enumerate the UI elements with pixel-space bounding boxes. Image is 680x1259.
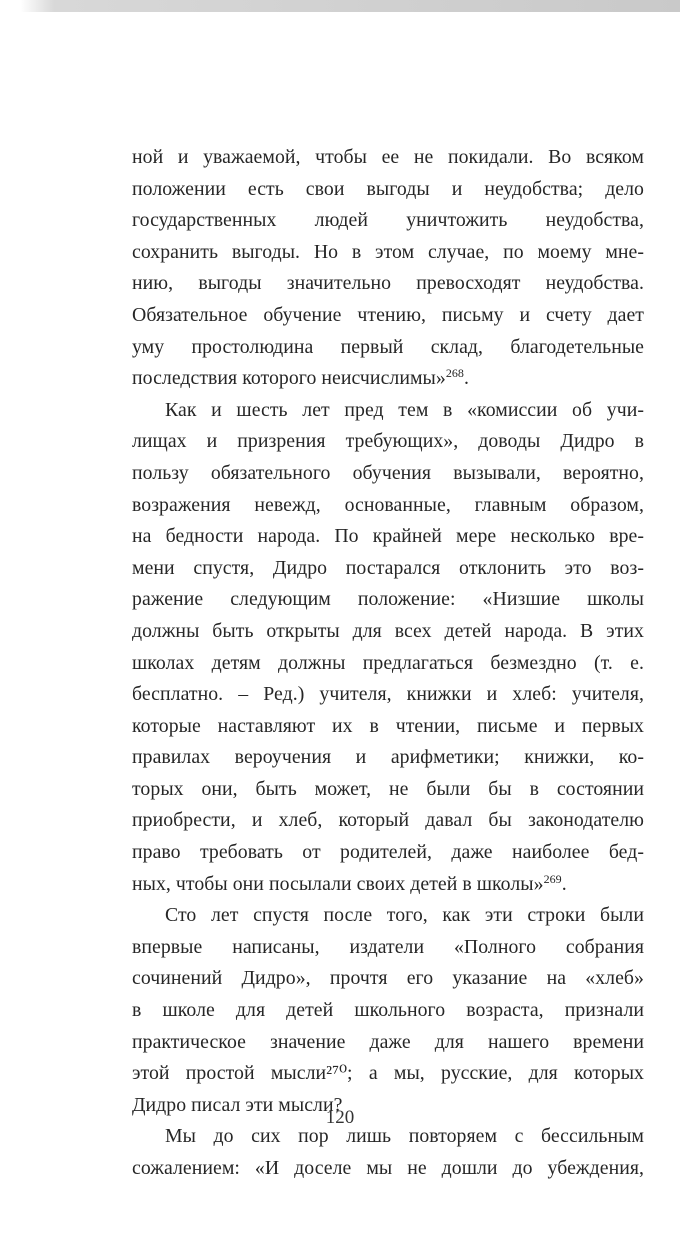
text-line: государственных людей уничтожить неудобства, [132, 209, 644, 232]
text-line: которые наставляют их в чтении, письме и первых [132, 714, 644, 737]
paragraph-1 [132, 142, 644, 395]
text-line: мени спустя, Дидро постарался отклонить это воз- [132, 556, 644, 579]
text-line: правилах вероучения и арифметики; книжки, ко- [132, 746, 644, 769]
text-line: торых они, быть может, не были бы в состоянии [132, 777, 644, 800]
text-line: Дидро писал эти мысли? [132, 1093, 343, 1116]
text-line: сожалением: «И доселе мы не дошли до убеждения, [132, 1157, 644, 1179]
text-line: впервые написаны, издатели «Полного собрания [132, 935, 644, 958]
text-line: Сто лет спустя после того, как эти строки были [165, 904, 644, 927]
text-line: должны быть открыты для всех детей народа. В этих [132, 619, 644, 642]
text-line: пользу обязательного обучения вызывали, вероятно, [132, 461, 644, 484]
text-line: право требовать от родителей, даже наиболее бед- [132, 841, 644, 864]
book-page-text [132, 142, 644, 1185]
footnote-reference: 268 [445, 366, 464, 381]
paragraph-3 [132, 900, 644, 1121]
text-line: сочинений Дидро», прочтя его указание на «хлеб» [132, 967, 644, 990]
text-line: возражения невежд, основанные, главным образом, [132, 493, 644, 516]
text-line: этой простой мысли²⁷⁰; а мы, русские, для которых [132, 1062, 644, 1085]
text-line: Как и шесть лет пред тем в «комиссии об учи- [165, 398, 644, 421]
text-line [132, 869, 644, 901]
text-line: уму простолюдина первый склад, благодетельные [132, 335, 644, 358]
text-line: в школе для детей школьного возраста, признали [132, 999, 644, 1022]
paragraph-4 [132, 1121, 644, 1184]
text-line-tail: . [561, 872, 567, 895]
text-line: нию, выгоды значительно превосходят неудобства. [132, 272, 644, 295]
footnote-reference: 269 [543, 871, 562, 886]
text-line: на бедности народа. По крайней мере несколько вре- [132, 525, 644, 548]
page-number: 120 [325, 1107, 355, 1128]
text-line: Мы до сих пор лишь повторяем с бессильным [165, 1125, 644, 1148]
text-line: Обязательное обучение чтению, письму и счету дает [132, 303, 644, 326]
paragraph-2 [132, 395, 644, 901]
text-line-content: последствия которого неисчислимы» [132, 367, 446, 390]
text-line: приобрести, и хлеб, который давал бы законодателю [132, 809, 644, 832]
text-line: сохранить выгоды. Но в этом случае, по моему мне- [132, 240, 644, 263]
text-line: школах детям должны предлагаться безмездно (т. е. [132, 651, 644, 674]
text-line [132, 363, 644, 395]
text-line: ражение следующим положение: «Низшие школы [132, 588, 644, 611]
text-line: положении есть свои выгоды и неудобства; дело [132, 177, 644, 200]
text-line-tail: . [463, 367, 469, 390]
text-line: бесплатно. – Ред.) учителя, книжки и хлеб: учителя, [132, 683, 644, 706]
text-line-content: ных, чтобы они посылали своих детей в школы» [132, 872, 544, 895]
page-top-edge [0, 0, 680, 12]
text-line: практическое значение даже для нашего времени [132, 1030, 644, 1053]
text-line: ной и уважаемой, чтобы ее не покидали. Во всяком [132, 146, 644, 168]
text-line: лищах и призрения требующих», доводы Дидро в [132, 430, 644, 453]
